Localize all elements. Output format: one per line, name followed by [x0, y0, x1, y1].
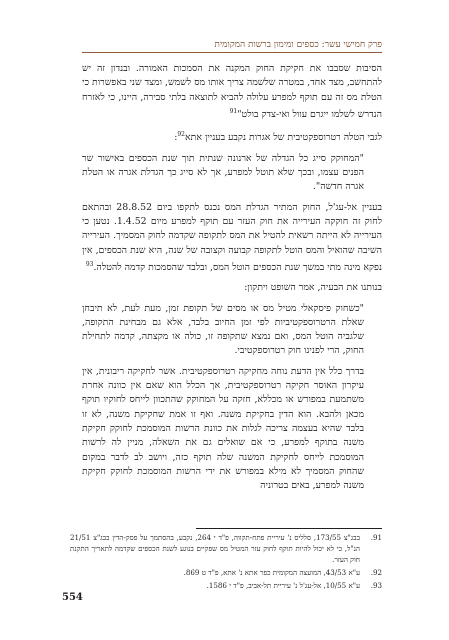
page-number: 554: [62, 592, 83, 603]
footnote-ref-93[interactable]: 93: [85, 260, 94, 268]
footnote-text: ע"א 43/53, המועצה המקומית כפר אתא נ' אתא, פ"ד ט 869.: [183, 568, 360, 577]
footnote-number: 92.: [370, 568, 382, 577]
footnote-number: 91.: [370, 533, 382, 542]
paragraph-4: בנותנו את הבעיה, אמר השופט ויתקון:: [244, 282, 382, 294]
footnote-divider: [196, 528, 382, 529]
quote-3: בדרך כלל אין הדעת נוחה מחקיקה רטרוספקטיבית. אשר לחקיקה ריבונית, אין עיקרון האוסר חקיקה רטרוספקטיבית, אך הכלל הוא שאם אין כוונה אחרת משתמעת במפורש או מכללא, חזקה על המחוקק שהתכוון לייחס לחוקיו תוקף מכאן ולהבא. הוא הדין בחקיקת משנה. ואף זו אמת שחקיקת משנה, לא זו בלבד שהיא בעצמה צריכה לגלות את כוונת הרשות המוסמכת לחוקק חקיקת משנה בתוקף למפרע, כי אם שואלים גם את השאלה, מניין לה לרשות המוסמכת לייחס לחקיקת המשנה שלה תוקף כזה, ויושב לב לדבר במקום שהחוק המסמיך לא מילא במפורש את ידי הרשות המוסמכת לחוקק חקיקת משנה למפרע, באים בטרוניה: [82, 365, 364, 492]
footnotes: [70, 532, 382, 593]
footnote-number: 93.: [370, 581, 382, 590]
footnote-91: [70, 532, 382, 565]
header-divider: [82, 52, 382, 53]
footnote-ref-91[interactable]: 91: [229, 107, 238, 115]
body-text: [82, 62, 382, 499]
quote-2: "כשחוק פיסקאלי מטיל מס או מסים של תקופת זמן, מעת לעת, לא תיבחן שאלת הרטרוספקטיביות לפי זמן החיוב בלבד, אלא גם מבחינת התקופה, שלגביה הוטל המס, ואם נמצא שתקופה זו, כולה או מקצתה, קדמה לתחילת החוק, הרי לפנינו חוק רטרוספקטיבי.: [82, 302, 364, 357]
footnote-text: ע"א 10/55, אל-עג'ל נ' עיריית תל-אביב, פ"ד י 1586.: [206, 581, 360, 590]
running-header: פרק חמישי עשר: כספים ומימון ברשות המקומית: [214, 40, 382, 50]
footnote-93: [70, 580, 382, 591]
footnote-text: בבג"צ 173/55, סלליס נ' עיריית פתח-תקווה, פ"ד י 264, נקבע, בהסתמך על פסק-הדין בבג"צ 21/51 הנ"ל, כי לא יכול להיות תוקף לחוק עזר המטיל מס שפקיים בנוגע לשנת הכספים שקדמה לתאריך התקנת חוק העזר.: [70, 533, 360, 564]
quote-1: "המחוקק סייג כל הגדלה של ארנונה שנתית תוך שנת הכספים באישור שר הפנים עצמו, ובכך שלא תוטל למפרע, אך לא סייג כך הגדלת אגרה או הטלת אגרה חדשה".: [82, 152, 364, 193]
paragraph-2: לגבי הטלה רטרוספקטיבית של אגרות נקבע בעניין אתא$^{92}$:: [174, 131, 382, 144]
footnote-92: [70, 567, 382, 578]
paragraph-1: הסיבות שסבבו את חקיקת החוק המקנה את הסמכות האמורה. ובנדון זה יש להתחשב, מצד אחד, במטרה שלשמה צריך אותו מס לשמש, ומצד שני באפשרות כי הטלת מס זה עם תוקף למפרע עלולה להביא לתוצאה בלתי סבירה, היינו, כי לאזרח הנדרש לשלמו ייגרם עוול ואי-צדק בולט"$^{91}$: [82, 63, 382, 121]
footnote-ref-92[interactable]: 92: [177, 131, 185, 139]
paragraph-3: בעניין אל-עג'ל, החוק המתיר הגדלת המס נכנס לתקפו ביום 28.8.52 ובהתאם לחוק זה חוקקה העירייה את חוק העזר עם תוקף למפרע מיום 1.4.52. נטען כי העירייה לא הייתה רשאית להטיל את המס לתקופה שקדמה לחוק המסמיך. העירייה השיבה שהואיל והמס הוטל לתקופה קבועה וקצובה של שנה, היא שנת הכספים, אין נפקא מינה מתי במשך שנת הכספים הוטל המס, ובלבד שהסמכות קדמה להטלה.$^{93}$: [82, 201, 383, 273]
